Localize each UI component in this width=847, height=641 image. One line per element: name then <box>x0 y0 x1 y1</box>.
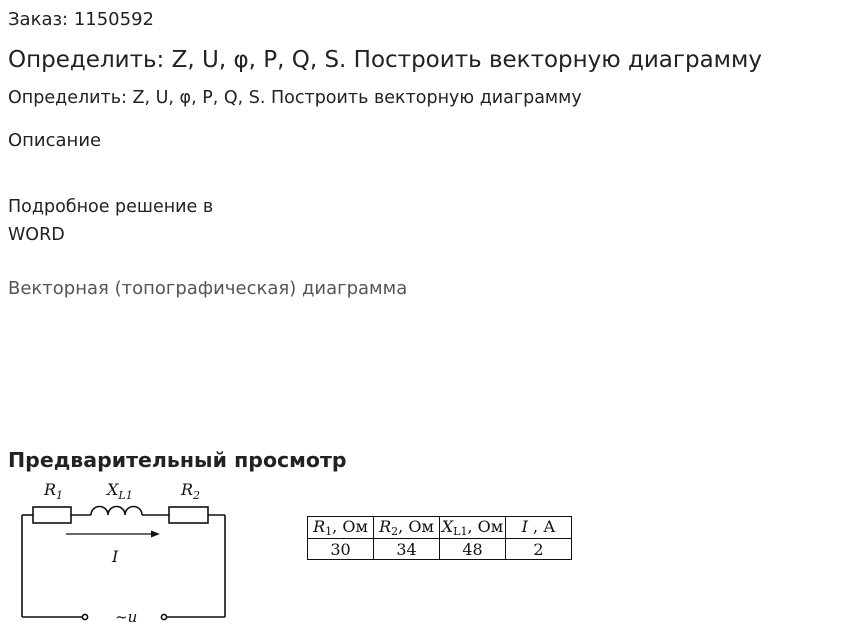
current-label: I <box>112 547 119 566</box>
table-cell: 30 <box>308 539 374 560</box>
current-arrow-head <box>151 531 160 538</box>
description-text: Подробное решение в WORD <box>8 197 214 245</box>
xl1-label: $X_{L1}$ <box>107 480 133 502</box>
table-cell: 34 <box>374 539 440 560</box>
description-heading: Описание <box>8 130 102 151</box>
source-terminal-right <box>161 614 166 619</box>
table-header-row <box>308 517 572 539</box>
table-row <box>308 539 572 560</box>
task-subtitle: Определить: Z, U, φ, P, Q, S. Построить векторную диаграмму <box>8 88 582 108</box>
parameters-table <box>307 516 572 560</box>
resistor-r2 <box>169 507 208 523</box>
r2-label: $R_2$ <box>181 480 201 502</box>
circuit-schematic <box>12 476 242 626</box>
source-label: ~u <box>115 608 138 626</box>
page-title: Определить: Z, U, φ, P, Q, S. Построить векторную диаграмму <box>8 47 762 73</box>
table-header-cell: I , А <box>506 517 572 539</box>
preview-heading: Предварительный просмотр <box>8 448 347 472</box>
resistor-r1 <box>33 507 71 523</box>
source-terminal-left <box>82 614 87 619</box>
r1-label: $R_1$ <box>44 480 64 502</box>
table-cell: 48 <box>440 539 506 560</box>
order-number: Заказ: 1150592 <box>8 9 154 30</box>
table-header-cell: $R_1$, Ом <box>308 517 374 539</box>
inductor-xl1 <box>91 507 142 516</box>
table-header-cell: $R_2$, Ом <box>374 517 440 539</box>
vector-diagram-caption: Векторная (топографическая) диаграмма <box>8 278 408 299</box>
table-cell: 2 <box>506 539 572 560</box>
table-header-cell: $X_{L1}$, Ом <box>440 517 506 539</box>
